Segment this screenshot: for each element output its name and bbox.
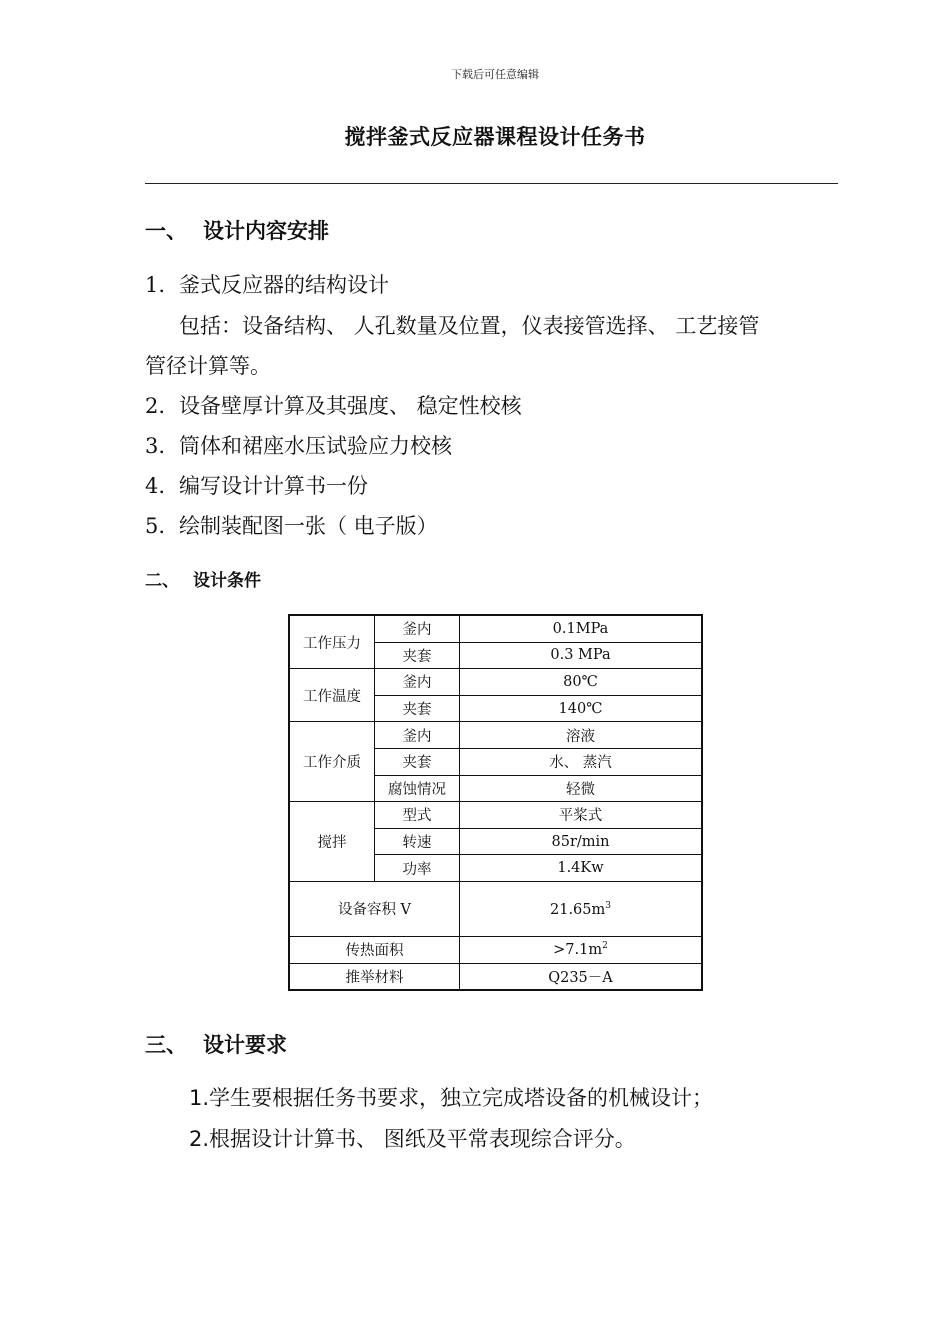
content-item-4 bbox=[145, 470, 368, 500]
row-value bbox=[460, 936, 703, 963]
section1-number: 一、 bbox=[145, 219, 187, 243]
table-row bbox=[289, 881, 702, 936]
table-row bbox=[289, 802, 702, 829]
content-item-5 bbox=[145, 510, 438, 540]
row-value: 80℃ bbox=[460, 669, 703, 696]
row-sub-label: 型式 bbox=[375, 802, 460, 829]
content-item-1 bbox=[145, 269, 389, 299]
value-text: >7.1m bbox=[553, 942, 603, 959]
design-conditions-table bbox=[288, 614, 703, 991]
item-number: 1. bbox=[145, 273, 166, 297]
item-text: 学生要根据任务书要求，独立完成塔设备的机械设计； bbox=[209, 1086, 714, 1110]
section1-title: 设计内容安排 bbox=[203, 219, 329, 243]
row-value bbox=[460, 881, 703, 936]
unit-superscript: 2 bbox=[602, 941, 608, 952]
row-value: 140℃ bbox=[460, 695, 703, 722]
table-row bbox=[289, 669, 702, 696]
item-text: 绘制装配图一张（ 电子版） bbox=[179, 514, 438, 538]
row-value: 溶液 bbox=[460, 722, 703, 749]
item-text: 釜式反应器的结构设计 bbox=[179, 273, 389, 297]
content-item-3 bbox=[145, 430, 452, 460]
section3-heading bbox=[145, 1029, 287, 1059]
section2-title: 设计条件 bbox=[193, 571, 261, 591]
item-text: 根据设计计算书、 图纸及平常表现综合评分。 bbox=[209, 1127, 636, 1151]
row-group-label: 搅拌 bbox=[289, 802, 375, 882]
item-number: 2. bbox=[189, 1127, 210, 1151]
content-detail-line-1: 包括：设备结构、 人孔数量及位置，仪表接管选择、 工艺接管 bbox=[179, 314, 760, 338]
item-text: 设备壁厚计算及其强度、 稳定性校核 bbox=[179, 394, 522, 418]
row-value: 平桨式 bbox=[460, 802, 703, 829]
table-row bbox=[289, 722, 702, 749]
row-value: 水、 蒸汽 bbox=[460, 748, 703, 775]
requirement-item-1 bbox=[189, 1082, 713, 1112]
unit-superscript: 3 bbox=[605, 900, 611, 911]
row-label: 推举材料 bbox=[289, 963, 460, 990]
row-value: 0.3 MPa bbox=[460, 642, 703, 669]
row-group-label: 工作介质 bbox=[289, 722, 375, 802]
row-sub-label: 夹套 bbox=[375, 642, 460, 669]
value-text: 21.65m bbox=[550, 901, 606, 918]
item-text: 筒体和裙座水压试验应力校核 bbox=[179, 434, 452, 458]
header-note: 下载后可任意编辑 bbox=[451, 68, 539, 81]
table-row bbox=[289, 936, 702, 963]
row-sub-label: 夹套 bbox=[375, 748, 460, 775]
row-value: 85r/min bbox=[460, 828, 703, 855]
row-label: 传热面积 bbox=[289, 936, 460, 963]
row-group-label: 工作温度 bbox=[289, 669, 375, 722]
row-sub-label: 釜内 bbox=[375, 722, 460, 749]
row-sub-label: 转速 bbox=[375, 828, 460, 855]
item-number: 5. bbox=[145, 514, 166, 538]
row-value: 1.4Kw bbox=[460, 855, 703, 882]
row-sub-label: 釜内 bbox=[375, 669, 460, 696]
requirement-item-2 bbox=[189, 1123, 636, 1153]
item-number: 4. bbox=[145, 474, 166, 498]
item-number: 3. bbox=[145, 434, 166, 458]
content-detail-line-2: 管径计算等。 bbox=[145, 354, 271, 378]
content-item-2 bbox=[145, 390, 522, 420]
section3-number: 三、 bbox=[145, 1033, 187, 1057]
section3-title: 设计要求 bbox=[203, 1033, 287, 1057]
row-value: 0.1MPa bbox=[460, 615, 703, 642]
document-title: 搅拌釜式反应器课程设计任务书 bbox=[344, 125, 646, 149]
row-group-label: 工作压力 bbox=[289, 615, 375, 669]
item-text: 编写设计计算书一份 bbox=[179, 474, 368, 498]
section2-heading bbox=[145, 566, 261, 591]
row-value: Q235－A bbox=[460, 963, 703, 990]
row-sub-label: 功率 bbox=[375, 855, 460, 882]
item-number: 1. bbox=[189, 1086, 210, 1110]
row-sub-label: 夹套 bbox=[375, 695, 460, 722]
section1-heading bbox=[145, 215, 329, 245]
row-label: 设备容积 V bbox=[289, 881, 460, 936]
table-row bbox=[289, 615, 702, 642]
item-number: 2. bbox=[145, 394, 166, 418]
table-row bbox=[289, 963, 702, 990]
row-value: 轻微 bbox=[460, 775, 703, 802]
row-sub-label: 釜内 bbox=[375, 615, 460, 642]
row-sub-label: 腐蚀情况 bbox=[375, 775, 460, 802]
title-divider bbox=[145, 183, 838, 184]
section2-number: 二、 bbox=[145, 571, 179, 591]
